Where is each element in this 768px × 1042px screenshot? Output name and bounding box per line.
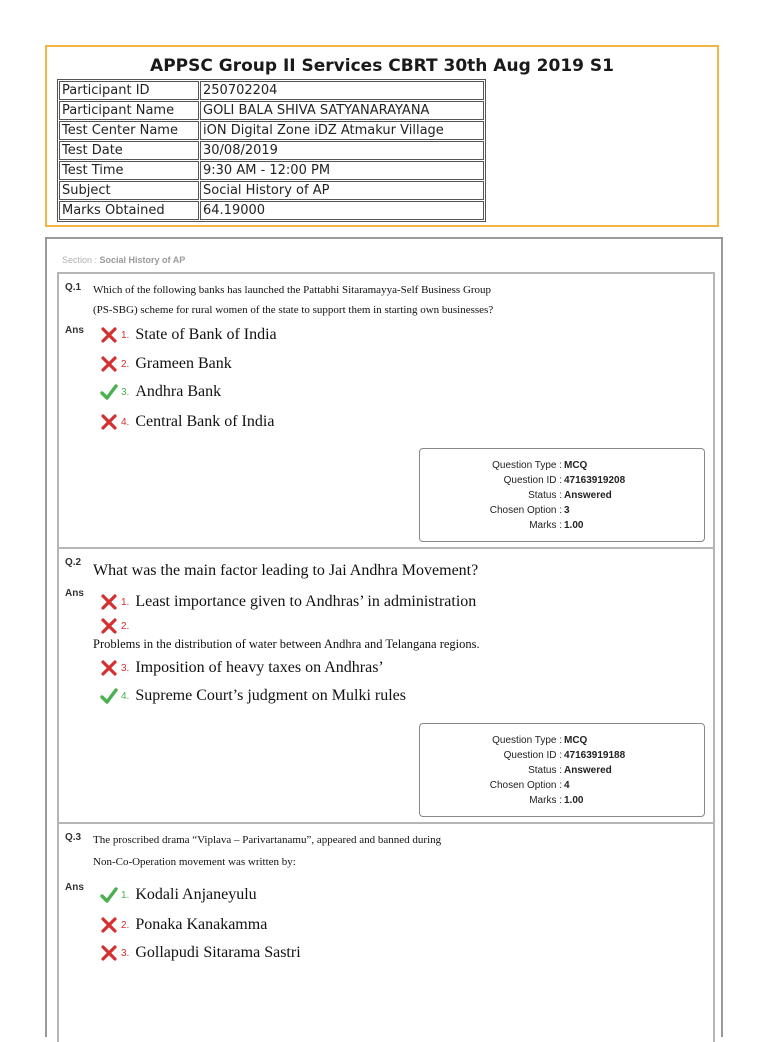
option-number: 1. [121,889,130,901]
candidate-info-table [57,79,486,222]
question-text-line-1: Which of the following banks has launched the Pattabhi Sitaramayya-Self Business Group [93,284,492,296]
meta-label: Marks : [529,520,562,531]
question-card-3 [57,822,715,1042]
cross-icon [100,355,118,373]
meta-value: Answered [564,765,612,776]
test-center-label: Test Center Name [59,121,199,140]
question-text: What was the main factor leading to Jai Andhra Movement? [93,562,479,579]
meta-label: Question Type : [492,735,562,746]
cross-icon [100,413,118,431]
option-1 [100,886,257,904]
meta-chosen-option [420,780,704,795]
option-text: Central Bank of India [135,413,275,430]
option-3 [100,944,301,962]
participant-id-label: Participant ID [59,81,199,100]
test-time-label: Test Time [59,161,199,180]
question-text-line-2: (PS-SBG) scheme for rural women of the state to support them in starting own businesses? [93,304,494,316]
meta-value: Answered [564,490,612,501]
table-row [59,121,484,140]
option-2 [100,355,232,373]
option-text: Andhra Bank [135,383,222,400]
question-number: Q.3 [65,832,82,843]
check-icon [100,687,118,705]
cross-icon [100,944,118,962]
option-text: Least importance given to Andhras’ in administration [135,593,477,610]
option-number: 3. [121,947,130,959]
option-text: Supreme Court’s judgment on Mulki rules [135,687,406,704]
option-1 [100,326,277,344]
meta-question-type [420,460,704,475]
option-number: 2. [121,358,130,370]
meta-value: 1.00 [564,520,584,531]
check-icon [100,886,118,904]
test-date-label: Test Date [59,141,199,160]
participant-id-value: 250702204 [200,81,484,100]
question-text-line-1: The proscribed drama “Viplava – Parivartanamu”, appeared and banned during [93,834,442,846]
meta-label: Chosen Option : [489,780,562,791]
question-panel [45,237,723,1037]
table-row [59,141,484,160]
option-text: Grameen Bank [135,355,232,372]
section-label [62,255,185,265]
option-number: 3. [121,662,130,674]
option-number: 3. [121,386,130,398]
table-row [59,81,484,100]
meta-label: Question ID : [503,750,562,761]
ans-label: Ans [65,325,84,336]
test-time-value: 9:30 AM - 12:00 PM [200,161,484,180]
meta-label: Question ID : [503,475,562,486]
question-card-2 [57,547,715,824]
marks-obtained-label: Marks Obtained [59,201,199,220]
question-card-1 [57,272,715,549]
table-row [59,101,484,120]
option-text: Ponaka Kanakamma [135,916,268,933]
meta-label: Marks : [529,795,562,806]
option-text: Kodali Anjaneyulu [135,886,257,903]
cross-icon [100,659,118,677]
option-text: State of Bank of India [135,326,277,343]
option-3 [100,659,384,677]
option-number: 4. [121,690,130,702]
marks-obtained-value: 64.19000 [200,201,484,220]
option-2 [100,916,267,934]
option-number: 1. [121,329,130,341]
section-prefix: Section : [62,255,100,265]
meta-question-type [420,735,704,750]
test-date-value: 30/08/2019 [200,141,484,160]
meta-value: MCQ [564,460,588,471]
meta-value: MCQ [564,735,588,746]
option-text: Problems in the distribution of water between Andhra and Telangana regions. [93,637,480,651]
meta-status [420,490,704,505]
option-number: 2. [121,919,130,931]
ans-label: Ans [65,588,84,599]
page-title: APPSC Group II Services CBRT 30th Aug 2019 S1 [150,56,614,76]
question-meta-box [419,448,705,542]
meta-label: Status : [528,490,562,501]
question-number: Q.2 [65,557,82,568]
meta-status [420,765,704,780]
meta-marks [420,520,704,535]
cross-icon [100,617,118,635]
option-text: Gollapudi Sitarama Sastri [135,944,301,961]
subject-label: Subject [59,181,199,200]
candidate-info-box [45,45,719,227]
test-center-value: iON Digital Zone iDZ Atmakur Village [200,121,484,140]
table-row [59,201,484,220]
option-text: Imposition of heavy taxes on Andhras’ [135,659,384,676]
option-4 [100,687,406,705]
meta-value: 3 [564,505,570,516]
table-row [59,161,484,180]
question-text-line-2: Non-Co-Operation movement was written by: [93,856,296,868]
option-3 [100,383,221,401]
subject-value: Social History of AP [200,181,484,200]
question-meta-box [419,723,705,817]
table-row [59,181,484,200]
meta-label: Chosen Option : [489,505,562,516]
meta-label: Status : [528,765,562,776]
option-2 [100,617,135,635]
meta-value: 47163919208 [564,475,626,486]
question-number: Q.1 [65,282,82,293]
meta-question-id [420,475,704,490]
participant-name-label: Participant Name [59,101,199,120]
option-1 [100,593,476,611]
option-number: 4. [121,416,130,428]
participant-name-value: GOLI BALA SHIVA SATYANARAYANA [200,101,484,120]
meta-value: 1.00 [564,795,584,806]
ans-label: Ans [65,882,84,893]
section-name: Social History of AP [99,255,186,265]
cross-icon [100,916,118,934]
meta-label: Question Type : [492,460,562,471]
option-number: 2. [121,620,130,632]
meta-value: 47163919188 [564,750,626,761]
option-4 [100,413,274,431]
check-icon [100,383,118,401]
meta-chosen-option [420,505,704,520]
cross-icon [100,326,118,344]
meta-value: 4 [564,780,570,791]
meta-marks [420,795,704,810]
meta-question-id [420,750,704,765]
option-number: 1. [121,596,130,608]
cross-icon [100,593,118,611]
